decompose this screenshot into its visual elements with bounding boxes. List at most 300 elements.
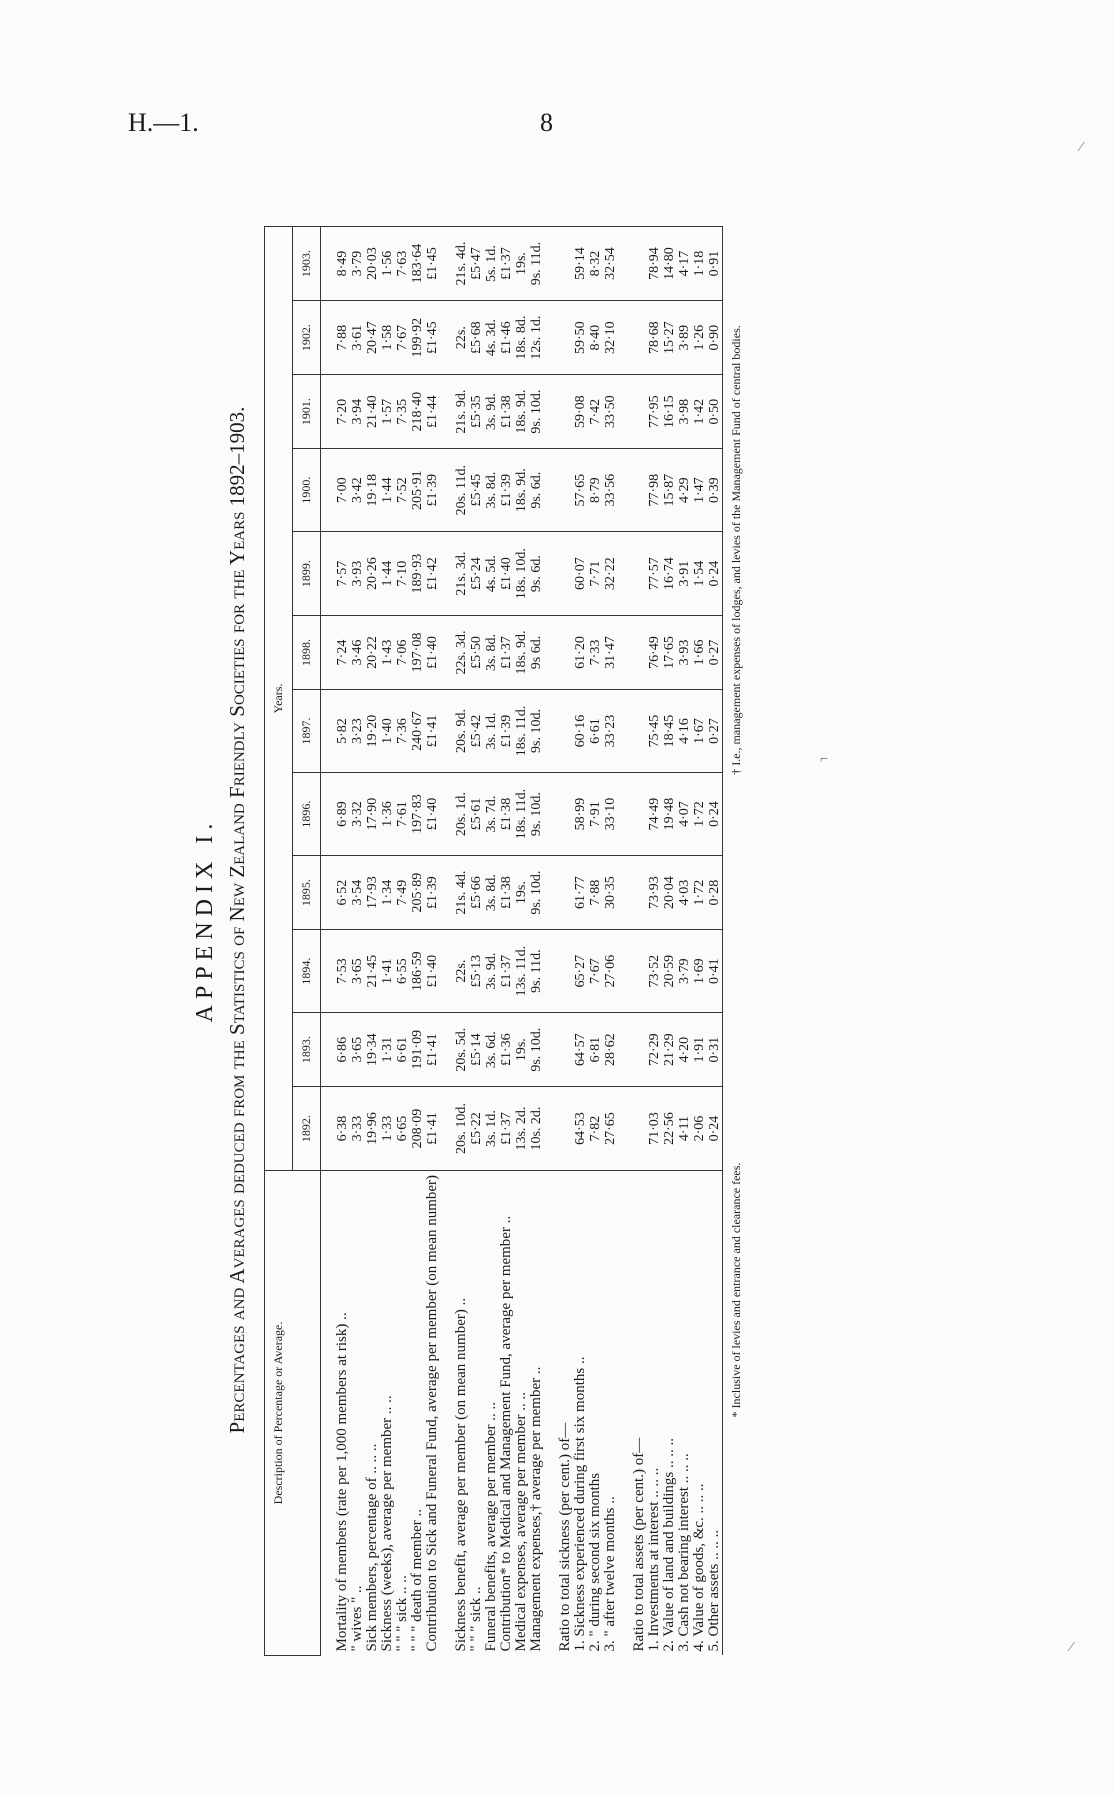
year-value-cell: 7·61	[395, 773, 410, 856]
year-value-cell: 7·63	[395, 227, 410, 301]
group-spacer	[440, 227, 454, 1656]
table-row	[484, 227, 499, 1656]
year-value-cell: 59·14	[573, 227, 588, 301]
year-value-cell: 17·93	[365, 856, 380, 930]
year-value-cell: £1·39	[499, 449, 514, 532]
year-value-cell: 1·42	[692, 375, 707, 449]
table-row	[707, 227, 723, 1656]
year-value-cell: 74·49	[647, 773, 662, 856]
year-value-cell: 0·27	[707, 615, 723, 689]
year-value-cell: 9s. 10d.	[529, 1013, 544, 1087]
year-value-cell: 3·94	[350, 375, 365, 449]
year-value-cell	[632, 856, 647, 930]
year-value-cell: 186·59	[410, 930, 425, 1013]
year-column-header: 1892.	[293, 1087, 321, 1171]
year-value-cell: 0·24	[707, 1087, 723, 1171]
year-value-cell	[632, 689, 647, 772]
year-value-cell: 19·96	[365, 1087, 380, 1171]
year-value-cell: £5·66	[469, 856, 484, 930]
year-value-cell	[558, 773, 573, 856]
year-value-cell: 21·40	[365, 375, 380, 449]
year-value-cell: 33·56	[603, 449, 618, 532]
year-value-cell: 1·41	[380, 930, 395, 1013]
footnote-management: † I.e., management expenses of lodges, and levies of the Management Fund of central bodies.	[729, 325, 743, 775]
year-value-cell: 22s.	[454, 301, 469, 375]
year-value-cell: 15·27	[662, 301, 677, 375]
year-value-cell: 0·91	[707, 227, 723, 301]
group-spacer	[618, 227, 632, 1656]
year-value-cell: £5·35	[469, 375, 484, 449]
year-value-cell: 3·89	[677, 301, 692, 375]
year-value-cell: 7·53	[335, 930, 350, 1013]
year-value-cell	[558, 227, 573, 301]
year-value-cell: 18s. 9d.	[514, 615, 529, 689]
year-value-cell: £5·24	[469, 532, 484, 616]
year-value-cell: 9s 6d.	[529, 615, 544, 689]
year-value-cell: 78·94	[647, 227, 662, 301]
year-value-cell: 32·10	[603, 301, 618, 375]
year-value-cell: 6·86	[335, 1013, 350, 1087]
year-value-cell: 6·61	[588, 689, 603, 772]
year-value-cell: 17·90	[365, 773, 380, 856]
year-value-cell	[558, 532, 573, 616]
year-value-cell: 4·03	[677, 856, 692, 930]
year-value-cell: £1·45	[425, 227, 440, 301]
table-row	[647, 227, 662, 1656]
year-value-cell: £1·40	[425, 615, 440, 689]
row-description: Sick members, percentage of .. .. ..	[365, 1170, 380, 1655]
year-value-cell: 59·50	[573, 301, 588, 375]
year-value-cell: 1·66	[692, 615, 707, 689]
year-value-cell: 3·98	[677, 375, 692, 449]
year-value-cell: £1·39	[499, 689, 514, 772]
year-value-cell: 3·61	[350, 301, 365, 375]
year-value-cell: 1·47	[692, 449, 707, 532]
page-number: 8	[540, 108, 553, 137]
year-value-cell: 7·24	[335, 615, 350, 689]
row-description: 3. Cash not bearing interest .. .. ..	[677, 1170, 692, 1655]
year-value-cell: 6·65	[395, 1087, 410, 1171]
row-description: " " " death of member ..	[410, 1170, 425, 1655]
year-value-cell: 0·27	[707, 689, 723, 772]
year-value-cell: 1·34	[380, 856, 395, 930]
year-value-cell: 3·23	[350, 689, 365, 772]
year-value-cell: 20s. 10d.	[454, 1087, 469, 1171]
table-title: Percentages and Averages deduced from the Statistics of New Zealand Friendly Societies for the Years 1892–1903.	[225, 406, 249, 1434]
row-description: Sickness (weeks), average per member .. ..	[380, 1170, 395, 1655]
year-value-cell: £1·39	[425, 449, 440, 532]
year-value-cell: 0·28	[707, 856, 723, 930]
year-value-cell: 7·49	[395, 856, 410, 930]
year-value-cell: 76·49	[647, 615, 662, 689]
year-value-cell: 7·10	[395, 532, 410, 616]
year-value-cell: 8·79	[588, 449, 603, 532]
year-value-cell: 0·24	[707, 773, 723, 856]
row-description: Medical expenses, average per member .. ..	[514, 1170, 529, 1655]
year-value-cell: £1·37	[499, 615, 514, 689]
table-row	[469, 227, 484, 1656]
year-value-cell: 18s. 11d.	[514, 773, 529, 856]
year-value-cell: £1·40	[499, 532, 514, 616]
years-group-header: Years.	[265, 227, 293, 1171]
year-value-cell: 1·44	[380, 532, 395, 616]
year-value-cell: 22·56	[662, 1087, 677, 1171]
year-value-cell: 6·55	[395, 930, 410, 1013]
year-value-cell: 19·20	[365, 689, 380, 772]
year-value-cell	[558, 930, 573, 1013]
year-value-cell: 2·06	[692, 1087, 707, 1171]
year-value-cell: 14·80	[662, 227, 677, 301]
year-value-cell: 61·77	[573, 856, 588, 930]
year-value-cell: 20s. 5d.	[454, 1013, 469, 1087]
table-row	[425, 227, 440, 1656]
year-value-cell: 199·92	[410, 301, 425, 375]
year-value-cell: 1·36	[380, 773, 395, 856]
year-value-cell: 6·89	[335, 773, 350, 856]
year-value-cell: 7·20	[335, 375, 350, 449]
year-value-cell: 3·93	[677, 615, 692, 689]
year-value-cell: 6·52	[335, 856, 350, 930]
year-value-cell: 16·74	[662, 532, 677, 616]
row-description: 2. " during second six months	[588, 1170, 603, 1655]
year-value-cell: 17·65	[662, 615, 677, 689]
year-value-cell: 205·89	[410, 856, 425, 930]
year-value-cell: 7·57	[335, 532, 350, 616]
row-description: Contribution* to Medical and Management Fund, average per member ..	[499, 1170, 514, 1655]
year-value-cell	[558, 301, 573, 375]
group-spacer	[544, 227, 558, 1656]
year-value-cell: £1·38	[499, 375, 514, 449]
row-description: " " " sick ..	[469, 1170, 484, 1655]
row-description: 1. Investments at interest .. .. ..	[647, 1170, 662, 1655]
year-value-cell: 1·31	[380, 1013, 395, 1087]
year-value-cell: 13s. 11d.	[514, 930, 529, 1013]
year-value-cell: 9s. 10d.	[529, 856, 544, 930]
document-reference: H.—1.	[128, 108, 199, 137]
table-body	[321, 227, 723, 1656]
year-value-cell: 28·62	[603, 1013, 618, 1087]
year-value-cell: 65·27	[573, 930, 588, 1013]
year-value-cell: 7·67	[395, 301, 410, 375]
year-value-cell: £1·36	[499, 1013, 514, 1087]
year-value-cell	[632, 375, 647, 449]
year-column-header: 1894.	[293, 930, 321, 1013]
year-value-cell: 218·40	[410, 375, 425, 449]
year-value-cell: 7·35	[395, 375, 410, 449]
year-value-cell	[632, 1087, 647, 1171]
year-value-cell: 77·98	[647, 449, 662, 532]
year-value-cell: 4s. 5d.	[484, 532, 499, 616]
footnotes	[729, 180, 744, 1660]
year-value-cell: 16·15	[662, 375, 677, 449]
year-value-cell: 1·69	[692, 930, 707, 1013]
table-row	[499, 227, 514, 1656]
year-value-cell: 7·52	[395, 449, 410, 532]
year-value-cell: 3s. 7d.	[484, 773, 499, 856]
year-value-cell: 19s.	[514, 227, 529, 301]
year-value-cell: 12s. 1d.	[529, 301, 544, 375]
year-value-cell: 27·06	[603, 930, 618, 1013]
year-value-cell: 21·45	[365, 930, 380, 1013]
year-value-cell: 7·33	[588, 615, 603, 689]
year-column-header: 1897.	[293, 689, 321, 772]
table-row	[514, 227, 529, 1656]
table-row	[350, 227, 365, 1656]
year-value-cell: 32·54	[603, 227, 618, 301]
year-value-cell: 18s. 8d.	[514, 301, 529, 375]
year-value-cell: 20·04	[662, 856, 677, 930]
year-value-cell	[558, 1013, 573, 1087]
table-row	[410, 227, 425, 1656]
table-row	[395, 227, 410, 1656]
year-value-cell: 1·44	[380, 449, 395, 532]
year-value-cell: 189·93	[410, 532, 425, 616]
year-value-cell: 7·00	[335, 449, 350, 532]
year-value-cell: 3·79	[350, 227, 365, 301]
footnote-levies: * Inclusive of levies and entrance and clearance fees.	[729, 1162, 743, 1418]
year-value-cell: 3s. 9d.	[484, 375, 499, 449]
year-value-cell: 10s. 2d.	[529, 1087, 544, 1171]
year-value-cell: 1·26	[692, 301, 707, 375]
year-value-cell: £5·68	[469, 301, 484, 375]
year-value-cell: 7·88	[335, 301, 350, 375]
year-value-cell: 9s. 6d.	[529, 449, 544, 532]
year-value-cell: 1·57	[380, 375, 395, 449]
year-value-cell: 21s. 4d.	[454, 227, 469, 301]
year-value-cell: 58·99	[573, 773, 588, 856]
year-value-cell: 19·18	[365, 449, 380, 532]
year-value-cell: 191·09	[410, 1013, 425, 1087]
table-row	[335, 227, 350, 1656]
year-value-cell	[558, 375, 573, 449]
year-value-cell: £5·61	[469, 773, 484, 856]
year-value-cell: 3·79	[677, 930, 692, 1013]
year-value-cell: 60·07	[573, 532, 588, 616]
year-value-cell	[558, 615, 573, 689]
year-value-cell: 7·82	[588, 1087, 603, 1171]
year-value-cell	[558, 856, 573, 930]
year-value-cell: 20s. 11d.	[454, 449, 469, 532]
year-value-cell	[632, 532, 647, 616]
year-column-header: 1896.	[293, 773, 321, 856]
year-value-cell: 3s. 6d.	[484, 1013, 499, 1087]
scan-mark: ⌐	[820, 752, 828, 767]
year-value-cell: 4·11	[677, 1087, 692, 1171]
year-value-cell: 7·91	[588, 773, 603, 856]
year-value-cell: 7·42	[588, 375, 603, 449]
row-description: Contribution to Sick and Funeral Fund, average per member (on mean number)	[425, 1170, 440, 1655]
year-value-cell: 5s. 1d.	[484, 227, 499, 301]
table-row	[632, 227, 647, 1656]
year-column-header: 1895.	[293, 856, 321, 930]
table-row	[662, 227, 677, 1656]
year-value-cell	[632, 615, 647, 689]
year-value-cell: 197·08	[410, 615, 425, 689]
year-value-cell: £5·14	[469, 1013, 484, 1087]
year-value-cell: 6·61	[395, 1013, 410, 1087]
year-value-cell: 8·40	[588, 301, 603, 375]
year-value-cell	[632, 930, 647, 1013]
year-value-cell: 4·20	[677, 1013, 692, 1087]
table-row	[573, 227, 588, 1656]
row-description: 3. " after twelve months ..	[603, 1170, 618, 1655]
year-value-cell: 7·67	[588, 930, 603, 1013]
table-row	[380, 227, 395, 1656]
scan-mark: ⁄	[1070, 1640, 1073, 1655]
year-value-cell: 32·22	[603, 532, 618, 616]
year-value-cell: 33·50	[603, 375, 618, 449]
year-value-cell: 21s. 3d.	[454, 532, 469, 616]
year-value-cell: 71·03	[647, 1087, 662, 1171]
year-value-cell: 3·32	[350, 773, 365, 856]
year-value-cell: 20·03	[365, 227, 380, 301]
year-value-cell: £1·37	[499, 930, 514, 1013]
year-value-cell: 7·71	[588, 532, 603, 616]
year-value-cell: 77·95	[647, 375, 662, 449]
year-value-cell: 3·91	[677, 532, 692, 616]
year-value-cell: 20·47	[365, 301, 380, 375]
year-value-cell: 20·59	[662, 930, 677, 1013]
year-value-cell: 15·87	[662, 449, 677, 532]
year-value-cell: 21s. 4d.	[454, 856, 469, 930]
year-value-cell: £5·50	[469, 615, 484, 689]
year-value-cell: 183·64	[410, 227, 425, 301]
year-value-cell: £5·45	[469, 449, 484, 532]
year-value-cell: 9s. 10d.	[529, 375, 544, 449]
year-value-cell: 0·39	[707, 449, 723, 532]
year-value-cell: 8·32	[588, 227, 603, 301]
year-value-cell: 59·08	[573, 375, 588, 449]
year-value-cell	[558, 449, 573, 532]
year-value-cell: 3s. 8d.	[484, 856, 499, 930]
year-value-cell: 6·38	[335, 1087, 350, 1171]
year-value-cell: £1·38	[499, 773, 514, 856]
year-value-cell: 20s. 1d.	[454, 773, 469, 856]
year-value-cell: 19·48	[662, 773, 677, 856]
year-value-cell: 0·50	[707, 375, 723, 449]
year-value-cell: 18·45	[662, 689, 677, 772]
year-value-cell: 3·65	[350, 1013, 365, 1087]
year-value-cell: 1·58	[380, 301, 395, 375]
year-value-cell: 72·29	[647, 1013, 662, 1087]
year-value-cell: 8·49	[335, 227, 350, 301]
year-column-header: 1899.	[293, 532, 321, 616]
statistics-table	[264, 226, 723, 1656]
year-value-cell: 64·53	[573, 1087, 588, 1171]
year-value-cell: 9s. 10d.	[529, 689, 544, 772]
year-value-cell	[632, 449, 647, 532]
table-row	[365, 227, 380, 1656]
year-column-header: 1903.	[293, 227, 321, 301]
year-value-cell	[632, 1013, 647, 1087]
year-value-cell: 22s.	[454, 930, 469, 1013]
year-value-cell: £1·42	[425, 532, 440, 616]
table-row	[603, 227, 618, 1656]
year-column-header: 1900.	[293, 449, 321, 532]
year-value-cell: 33·23	[603, 689, 618, 772]
row-description: Management expenses,† average per member ..	[529, 1170, 544, 1655]
year-value-cell: 9s. 6d.	[529, 532, 544, 616]
year-value-cell: 18s. 11d.	[514, 689, 529, 772]
scan-mark: ∕	[1080, 140, 1083, 155]
year-value-cell: £1·44	[425, 375, 440, 449]
year-value-cell: 64·57	[573, 1013, 588, 1087]
year-value-cell: 19s.	[514, 856, 529, 930]
year-value-cell: 3s. 8d.	[484, 449, 499, 532]
year-value-cell: 0·31	[707, 1013, 723, 1087]
year-value-cell: 3·33	[350, 1087, 365, 1171]
year-value-cell: £1·41	[425, 1087, 440, 1171]
year-value-cell: 19s.	[514, 1013, 529, 1087]
year-value-cell: 18s. 9d.	[514, 375, 529, 449]
row-description: Sickness benefit, average per member (on mean number) ..	[454, 1170, 469, 1655]
year-value-cell	[558, 689, 573, 772]
year-value-cell: 3s. 1d.	[484, 1087, 499, 1171]
year-value-cell: £1·40	[425, 930, 440, 1013]
year-value-cell: 77·57	[647, 532, 662, 616]
year-value-cell: 1·72	[692, 856, 707, 930]
year-column-header: 1902.	[293, 301, 321, 375]
year-value-cell: 7·88	[588, 856, 603, 930]
year-value-cell: 4·17	[677, 227, 692, 301]
year-value-cell: 30·35	[603, 856, 618, 930]
year-value-cell: 7·06	[395, 615, 410, 689]
row-description: Mortality of members (rate per 1,000 members at risk) ..	[335, 1170, 350, 1655]
year-value-cell: 1·91	[692, 1013, 707, 1087]
year-value-cell: 3·46	[350, 615, 365, 689]
year-value-cell: 4·16	[677, 689, 692, 772]
year-value-cell: 1·40	[380, 689, 395, 772]
row-description: " wives " ..	[350, 1170, 365, 1655]
year-value-cell: 1·54	[692, 532, 707, 616]
year-value-cell	[558, 1087, 573, 1171]
year-value-cell: £5·47	[469, 227, 484, 301]
year-value-cell: 27·65	[603, 1087, 618, 1171]
year-value-cell: 21·29	[662, 1013, 677, 1087]
year-value-cell: £1·46	[499, 301, 514, 375]
year-value-cell: 0·90	[707, 301, 723, 375]
year-value-cell: 3·54	[350, 856, 365, 930]
row-description: " " " sick .. ..	[395, 1170, 410, 1655]
row-description: Funeral benefits, average per member .. ..	[484, 1170, 499, 1655]
year-value-cell: 60·16	[573, 689, 588, 772]
table-row	[677, 227, 692, 1656]
group-spacer	[321, 227, 336, 1656]
year-value-cell: 1·18	[692, 227, 707, 301]
year-value-cell: 240·67	[410, 689, 425, 772]
year-value-cell: 3s. 9d.	[484, 930, 499, 1013]
year-value-cell: 13s. 2d.	[514, 1087, 529, 1171]
year-value-cell	[632, 773, 647, 856]
year-value-cell: 3s. 8d.	[484, 615, 499, 689]
row-description: 5. Other assets .. .. ..	[707, 1170, 723, 1655]
year-value-cell: £1·39	[425, 856, 440, 930]
row-description: Ratio to total assets (per cent.) of—	[632, 1170, 647, 1655]
year-value-cell: 21s. 9d.	[454, 375, 469, 449]
year-value-cell: 73·52	[647, 930, 662, 1013]
year-value-cell: 18s. 9d.	[514, 449, 529, 532]
year-value-cell: £5·13	[469, 930, 484, 1013]
year-value-cell: 31·47	[603, 615, 618, 689]
year-value-cell: £5·22	[469, 1087, 484, 1171]
year-value-cell: £1·37	[499, 1087, 514, 1171]
year-value-cell: £5·42	[469, 689, 484, 772]
year-value-cell: 78·68	[647, 301, 662, 375]
table-row	[529, 227, 544, 1656]
year-value-cell: 33·10	[603, 773, 618, 856]
year-value-cell: £1·45	[425, 301, 440, 375]
year-value-cell: 9s. 10d.	[529, 773, 544, 856]
